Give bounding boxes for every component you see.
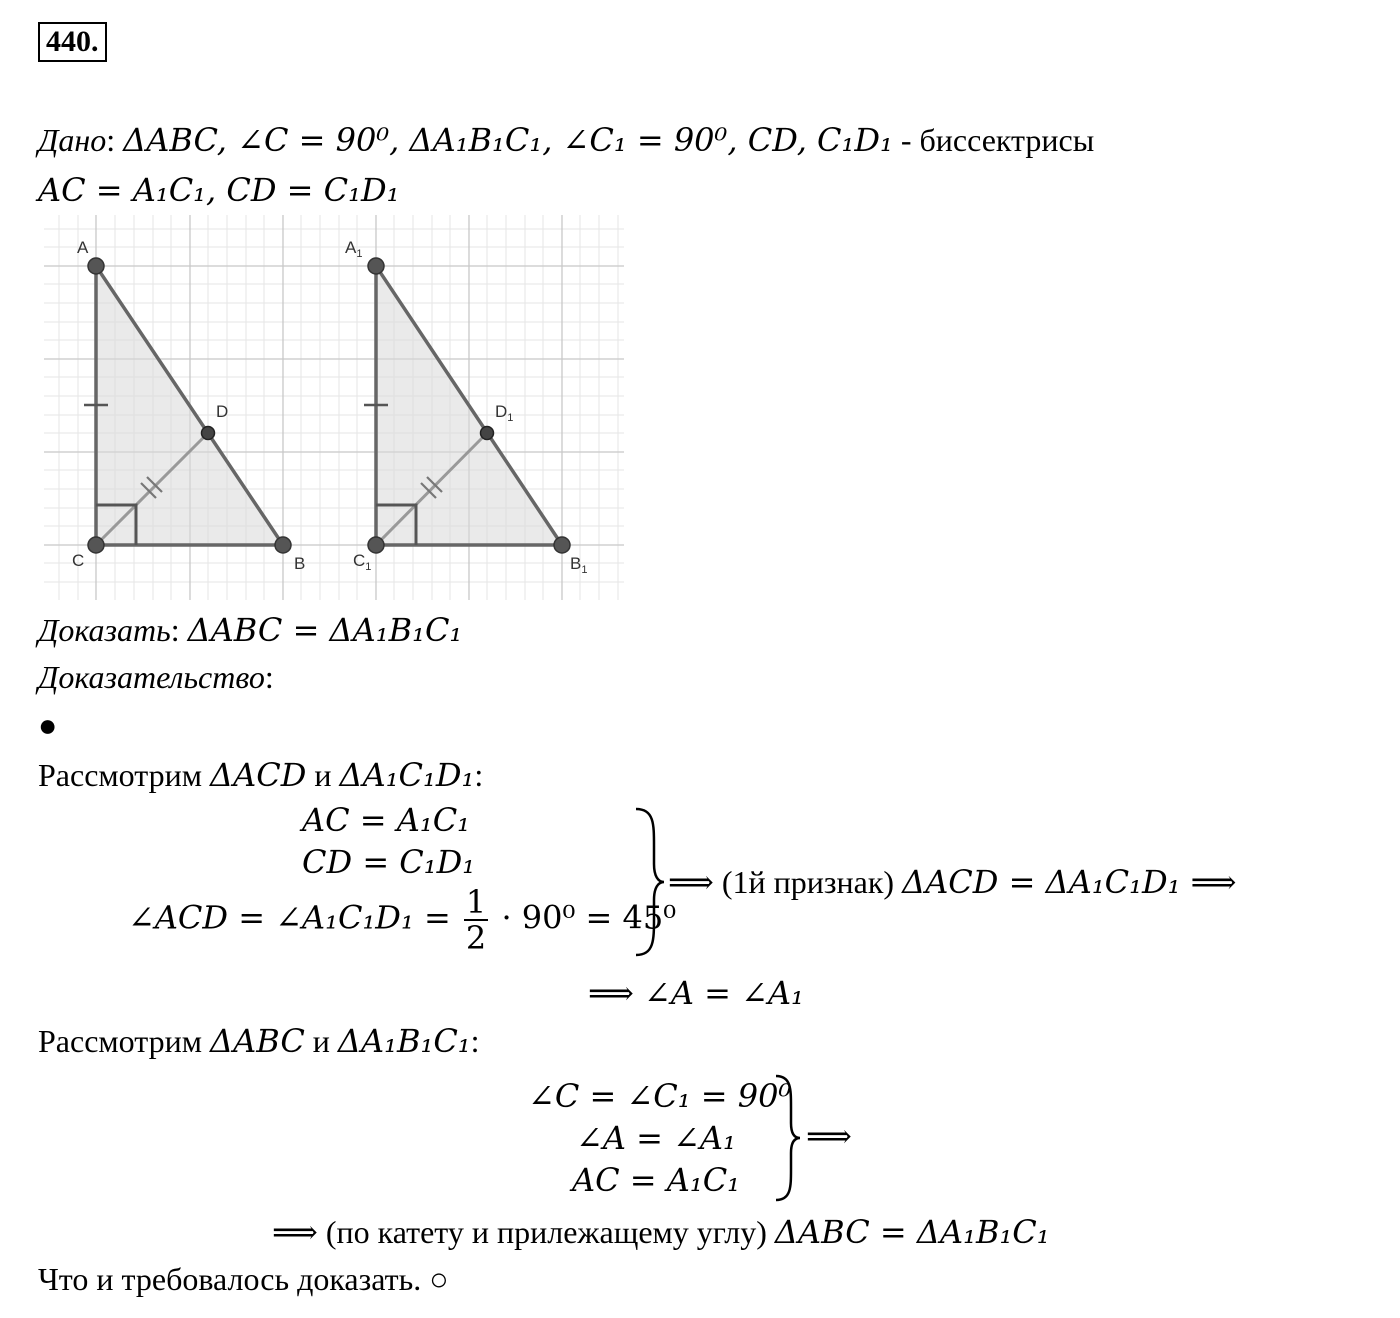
triangle-a1b1c1 — [345, 238, 587, 576]
step2-condition-1: ∠C = ∠C₁ = 90⁰ — [528, 1077, 792, 1115]
triangles-figure — [44, 215, 624, 600]
label-b: B — [294, 554, 306, 573]
given-label: Дано — [38, 122, 107, 158]
given-suffix: - биссектрисы — [900, 122, 1095, 158]
right-brace-1 — [632, 806, 668, 958]
step2-condition-2: ∠A = ∠A₁ — [576, 1119, 736, 1157]
label-c: C — [72, 551, 85, 570]
bullet: ● — [38, 707, 58, 743]
step1-intro: Рассмотрим ΔACD и ΔA₁C₁D₁: — [38, 756, 484, 794]
step2-intro: Рассмотрим ΔABC и ΔA₁B₁C₁: — [38, 1022, 480, 1060]
right-brace-2 — [772, 1073, 804, 1203]
label-d: D — [216, 402, 229, 421]
point-b1 — [554, 537, 570, 553]
problem-number: 440. — [38, 22, 107, 62]
point-d — [202, 427, 215, 440]
point-d1 — [481, 427, 494, 440]
given-line-1: Дано: ΔABC, ∠C = 90⁰, ΔA₁B₁C₁, ∠C₁ = 90⁰, CD, C₁D₁ - биссектрисы — [38, 121, 1095, 159]
label-a: A — [77, 238, 89, 257]
prove-label: Доказать — [38, 612, 171, 648]
point-a1 — [368, 258, 384, 274]
point-c1 — [368, 537, 384, 553]
fraction-one-half: $\frac{1}{2}$ — [465, 883, 487, 957]
proof-heading: Доказательство: — [38, 659, 274, 695]
proof-label: Доказательство — [38, 659, 265, 695]
given-math-1: ΔABC, ∠C = 90⁰, ΔA₁B₁C₁, ∠C₁ = 90⁰, CD, C₁D₁ — [123, 121, 893, 159]
step2-arrow: ⟹ — [806, 1118, 852, 1154]
step1-condition-1: AC = A₁C₁ — [302, 801, 470, 839]
point-b — [275, 537, 291, 553]
prove-line: Доказать: ΔABC = ΔA₁B₁C₁ — [38, 611, 463, 649]
qed-mark: ○ — [429, 1261, 449, 1297]
point-c — [88, 537, 104, 553]
label-c1: $C_1$ — [353, 551, 372, 573]
step1-condition-2: CD = C₁D₁ — [302, 843, 476, 881]
qed-line: Что и требовалось доказать. ○ — [38, 1261, 449, 1297]
triangle-abc — [72, 238, 305, 573]
label-d1: $D_1$ — [495, 402, 514, 424]
step2-conclusion: ⟹ (по катету и прилежащему углу) ΔABC = ΔA₁B₁C₁ — [272, 1213, 1050, 1251]
point-a — [88, 258, 104, 274]
step1-condition-3: ∠ACD = ∠A₁C₁D₁ = $\frac{1}{2}$ · 90⁰ = 45⁰ — [128, 883, 677, 957]
prove-statement: ΔABC = ΔA₁B₁C₁ — [187, 611, 463, 649]
label-a1: $A_1$ — [345, 238, 363, 260]
given-line-2: AC = A₁C₁, CD = C₁D₁ — [38, 171, 400, 209]
step1-conclusion: ⟹ (1й признак) ΔACD = ΔA₁C₁D₁ ⟹ — [668, 863, 1237, 901]
step1-result: ⟹ ∠A = ∠A₁ — [588, 974, 804, 1012]
step2-condition-3: AC = A₁C₁ — [572, 1161, 740, 1199]
label-b1: $B_1$ — [570, 554, 588, 576]
